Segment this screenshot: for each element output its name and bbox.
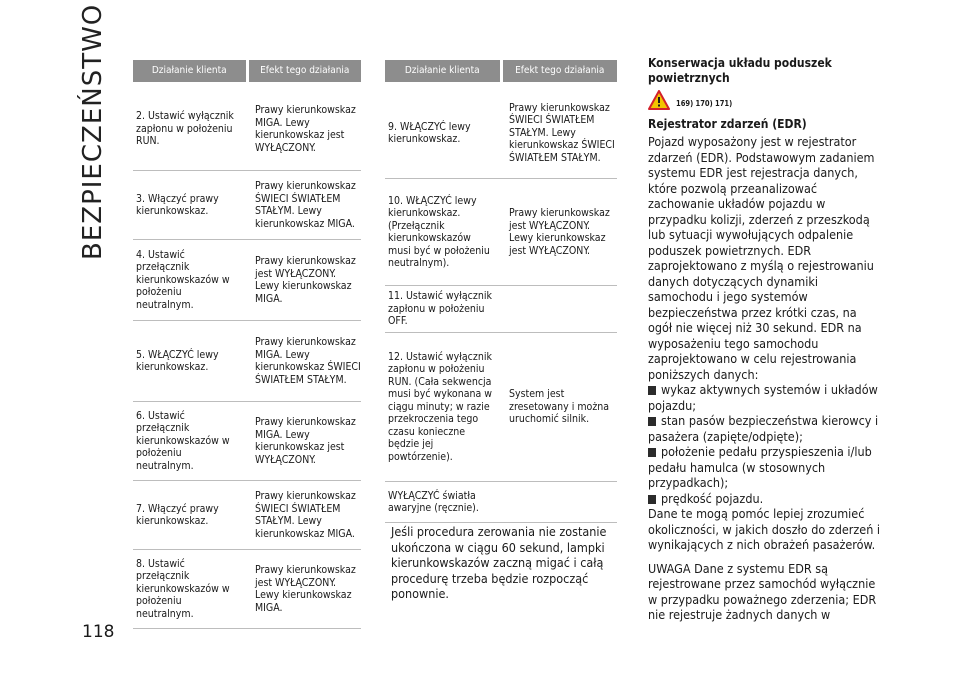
table-row xyxy=(133,240,361,321)
action-cell: 9. WŁĄCZYĆ lewy kierunkowskaz. xyxy=(388,120,471,145)
list-item xyxy=(648,382,883,413)
action-cell: 6. Ustawić przełącznik kierunkowskazów w położeniu neutralnym. xyxy=(136,409,230,472)
header-action-effect: Efekt tego działania xyxy=(249,60,362,82)
action-cell: 5. WŁĄCZYĆ lewy kierunkowskaz. xyxy=(136,348,219,373)
list-item xyxy=(648,444,883,491)
table-row xyxy=(385,179,617,286)
table-header xyxy=(385,60,617,82)
list-item xyxy=(648,413,883,444)
square-bullet-icon xyxy=(648,448,656,457)
action-cell: 11. Ustawić wyłącznik zapłonu w położeniu OFF. xyxy=(388,290,492,328)
list-item xyxy=(648,491,883,507)
effect-cell: Prawy kierunkowskaz MIGA. Lewy kierunkowskaz jest WYŁĄCZONY. xyxy=(255,416,356,466)
warning-references: 169) 170) 171) xyxy=(676,98,733,108)
effect-cell: Prawy kierunkowskaz jest WYŁĄCZONY. Lewy kierunkowskaz MIGA. xyxy=(255,564,356,614)
action-cell: WYŁĄCZYĆ światła awaryjne (ręcznie). xyxy=(388,489,479,514)
edr-purpose-paragraph: Dane te mogą pomóc lepiej zrozumieć okoliczności, w jakich doszło do zderzeń i wynikających z nich obrażeń pasażerów. xyxy=(648,506,881,552)
warning-triangle-icon xyxy=(648,90,670,110)
table-row xyxy=(385,286,617,333)
action-cell: 12. Ustawić wyłącznik zapłonu w położeniu RUN. (Cała sekwencja musi być wykonana w ciągu minuty; w razie przekroczenia tego czasu konieczne będzie jej powtórzenie). xyxy=(388,350,492,463)
table-row xyxy=(385,88,617,179)
action-cell: 2. Ustawić wyłącznik zapłonu w położeniu RUN. xyxy=(136,110,234,148)
edr-note-paragraph: UWAGA Dane z systemu EDR są rejestrowane przez samochód wyłącznie w przypadku poważnego zderzenia; EDR nie rejestruje żadnych danych w xyxy=(648,560,877,622)
square-bullet-icon xyxy=(648,417,656,426)
reset-procedure-table-right xyxy=(385,60,617,523)
effect-cell: Prawy kierunkowskaz ŚWIECI ŚWIATŁEM STAŁYM. Lewy kierunkowskaz MIGA. xyxy=(255,180,356,230)
table-row xyxy=(133,550,361,629)
action-cell: 4. Ustawić przełącznik kierunkowskazów w położeniu neutralnym. xyxy=(136,248,230,311)
effect-cell: Prawy kierunkowskaz MIGA. Lewy kierunkowskaz ŚWIECI ŚWIATŁEM STAŁYM. xyxy=(255,336,361,386)
table-row xyxy=(133,88,361,171)
reset-procedure-table-left xyxy=(133,60,361,629)
action-cell: 7. Włączyć prawy kierunkowskaz. xyxy=(136,502,219,527)
reset-timeout-paragraph: Jeśli procedura zerowania nie zostanie ukończona w ciągu 60 sekund, lampki kierunkowskazów zaczną migać i całą procedurę trzeba będzie rozpocząć ponownie. xyxy=(391,524,607,601)
table-row xyxy=(385,482,617,523)
heading-airbag-maintenance: Konserwacja układu poduszek powietrznych xyxy=(648,56,832,85)
section-title-vertical: BEZPIECZEŃSTWO xyxy=(78,3,108,260)
header-action-effect: Efekt tego działania xyxy=(503,60,618,82)
header-client-action: Działanie klienta xyxy=(133,60,246,82)
table-row xyxy=(133,171,361,240)
right-column xyxy=(648,56,883,623)
square-bullet-icon xyxy=(648,386,656,395)
action-cell: 3. Włączyć prawy kierunkowskaz. xyxy=(136,192,219,217)
effect-cell: System jest zresetowany i można uruchomić silnik. xyxy=(509,388,610,426)
square-bullet-icon xyxy=(648,495,656,504)
warning-reference-row xyxy=(648,90,883,110)
list-item-text: stan pasów bezpieczeństwa kierowcy i pasażera (zapięte/odpięte); xyxy=(648,413,879,444)
header-client-action: Działanie klienta xyxy=(385,60,500,82)
effect-cell: Prawy kierunkowskaz ŚWIECI ŚWIATŁEM STAŁYM. Lewy kierunkowskaz MIGA. xyxy=(255,490,356,540)
effect-cell: Prawy kierunkowskaz jest WYŁĄCZONY. Lewy kierunkowskaz jest WYŁĄCZONY. xyxy=(509,207,610,257)
action-cell: 8. Ustawić przełącznik kierunkowskazów w położeniu neutralnym. xyxy=(136,557,230,620)
table-header xyxy=(133,60,361,82)
heading-edr: Rejestrator zdarzeń (EDR) xyxy=(648,117,807,131)
edr-data-list xyxy=(648,382,883,506)
list-item-text: prędkość pojazdu. xyxy=(661,490,764,506)
effect-cell: Prawy kierunkowskaz ŚWIECI ŚWIATŁEM STAŁYM. Lewy kierunkowskaz ŚWIECI ŚWIATŁEM STAŁYM. xyxy=(509,101,615,164)
edr-intro-paragraph: Pojazd wyposażony jest w rejestrator zdarzeń (EDR). Podstawowym zadaniem systemu EDR jest rejestracja danych, które pozwolą przeanalizować zachowanie układów pojazdu w przypadku kolizji, zderzeń z przeszkodą lub sytuacji wywołujących odpalenie poduszek powietrznych. EDR zaprojektowano z myślą o rejestrowaniu danych dotyczących dynamiki samochodu i jego systemów bezpieczeństwa przez krótki czas, na ogół nie więcej niż 30 sekund. EDR na wyposażeniu tego samochodu zaprojektowano w celu rejestrowania poniższych danych: xyxy=(648,134,875,382)
effect-cell: Prawy kierunkowskaz MIGA. Lewy kierunkowskaz jest WYŁĄCZONY. xyxy=(255,104,356,154)
action-cell: 10. WŁĄCZYĆ lewy kierunkowskaz. (Przełącznik kierunkowskazów musi być w położeniu neutralnym). xyxy=(388,194,490,269)
table-row xyxy=(133,321,361,402)
table-row xyxy=(133,402,361,481)
list-item-text: położenie pedału przyspieszenia i/lub pedału hamulca (w stosownych przypadkach); xyxy=(648,444,872,490)
table-row xyxy=(385,333,617,482)
effect-cell: Prawy kierunkowskaz jest WYŁĄCZONY. Lewy kierunkowskaz MIGA. xyxy=(255,255,356,305)
page-number: 118 xyxy=(82,622,115,642)
list-item-text: wykaz aktywnych systemów i układów pojazdu; xyxy=(648,382,878,413)
table-row xyxy=(133,481,361,550)
